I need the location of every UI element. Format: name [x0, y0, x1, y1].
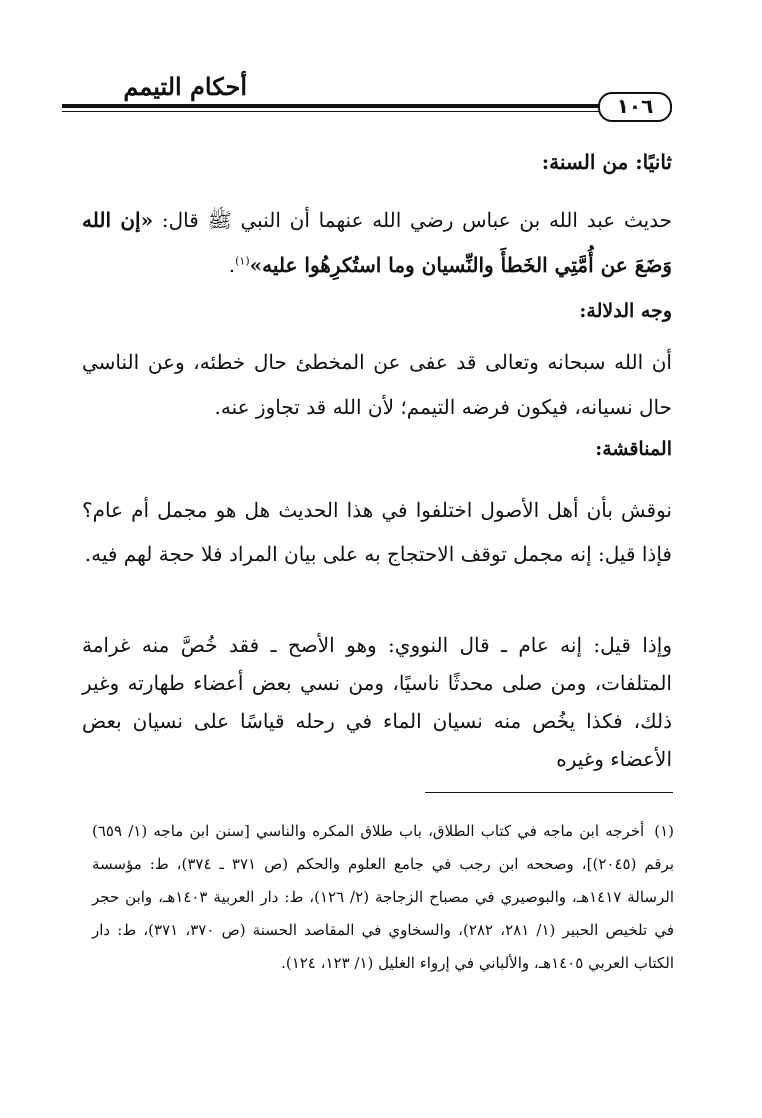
footnote — [92, 815, 674, 980]
footnote-text: أخرجه ابن ماجه في كتاب الطلاق، باب طلاق المكره والناسي [سنن ابن ماجه (١/ ٦٥٩) برقم (٢٠٤٥)]، وصححه ابن رجب في جامع العلوم والحكم (ص ٣٧١ ـ ٣٧٤)، ط: مؤسسة الرسالة ١٤١٧هـ، والبوصيري في مصباح الزجاجة (٢/ ١٢٦)، ط: دار العربية ١٤٠٣هـ، وابن حجر في تلخيص الحبير (١/ ٢٨١، ٢٨٢)، والسخاوي في المقاصد الحسنة (ص ٣٧٠، ٣٧١)، ط: دار الكتاب العربي ١٤٠٥هـ، والألباني في إرواء الغليل (١/ ١٢٣، ١٢٤). — [92, 822, 675, 972]
discussion-paragraph-2: وإذا قيل: إنه عام ـ قال النووي: وهو الأصح ـ فقد خُصَّ منه غرامة المتلفات، ومن صلى محدثًا ناسيًا، ومن نسي بعض أعضاء طهارته وغير ذلك، فكذا يخُص منه نسيان الماء في رحله قياسًا على نسيان بعض الأعضاء وغيره — [82, 633, 672, 771]
discussion-paragraph-1: نوقش بأن أهل الأصول اختلفوا في هذا الحديث هل هو مجمل أم عام؟ فإذا قيل: إنه مجمل توقف الاحتجاج به على بيان المراد فلا حجة لهم فيه. — [82, 498, 672, 566]
hadith-intro: حديث عبد الله بن عباس رضي الله عنهما أن النبي ﷺ قال: — [153, 208, 673, 232]
evidence-paragraph: أن الله سبحانه وتعالى قد عفى عن المخطئ حال خطئه، وعن الناسي حال نسيانه، فيكون فرضه التيمم؛ لأن الله قد تجاوز عنه. — [82, 350, 672, 419]
hadith-text: «إن الله وَضَعَ عن أُمَّتِي الخَطأَ والنِّسيان وما استُكرِهُوا عليه» — [82, 208, 672, 277]
page-number: ١٠٦ — [598, 92, 672, 122]
footnote-number: (١) — [654, 822, 675, 840]
header-rule-thick — [62, 104, 672, 108]
discussion-heading: المناقشة: — [595, 438, 672, 460]
header-rule-thin — [62, 111, 672, 112]
evidence-heading: وجه الدلالة: — [579, 300, 672, 322]
section-heading: ثانيًا: من السنة: — [541, 150, 672, 174]
hadith-end: . — [228, 253, 236, 277]
footnote-marker: (١) — [235, 254, 250, 268]
hadith-paragraph — [82, 198, 672, 288]
chapter-title: أحكام التيمم — [123, 72, 247, 101]
page-header — [62, 70, 672, 120]
footnote-separator — [425, 792, 673, 793]
